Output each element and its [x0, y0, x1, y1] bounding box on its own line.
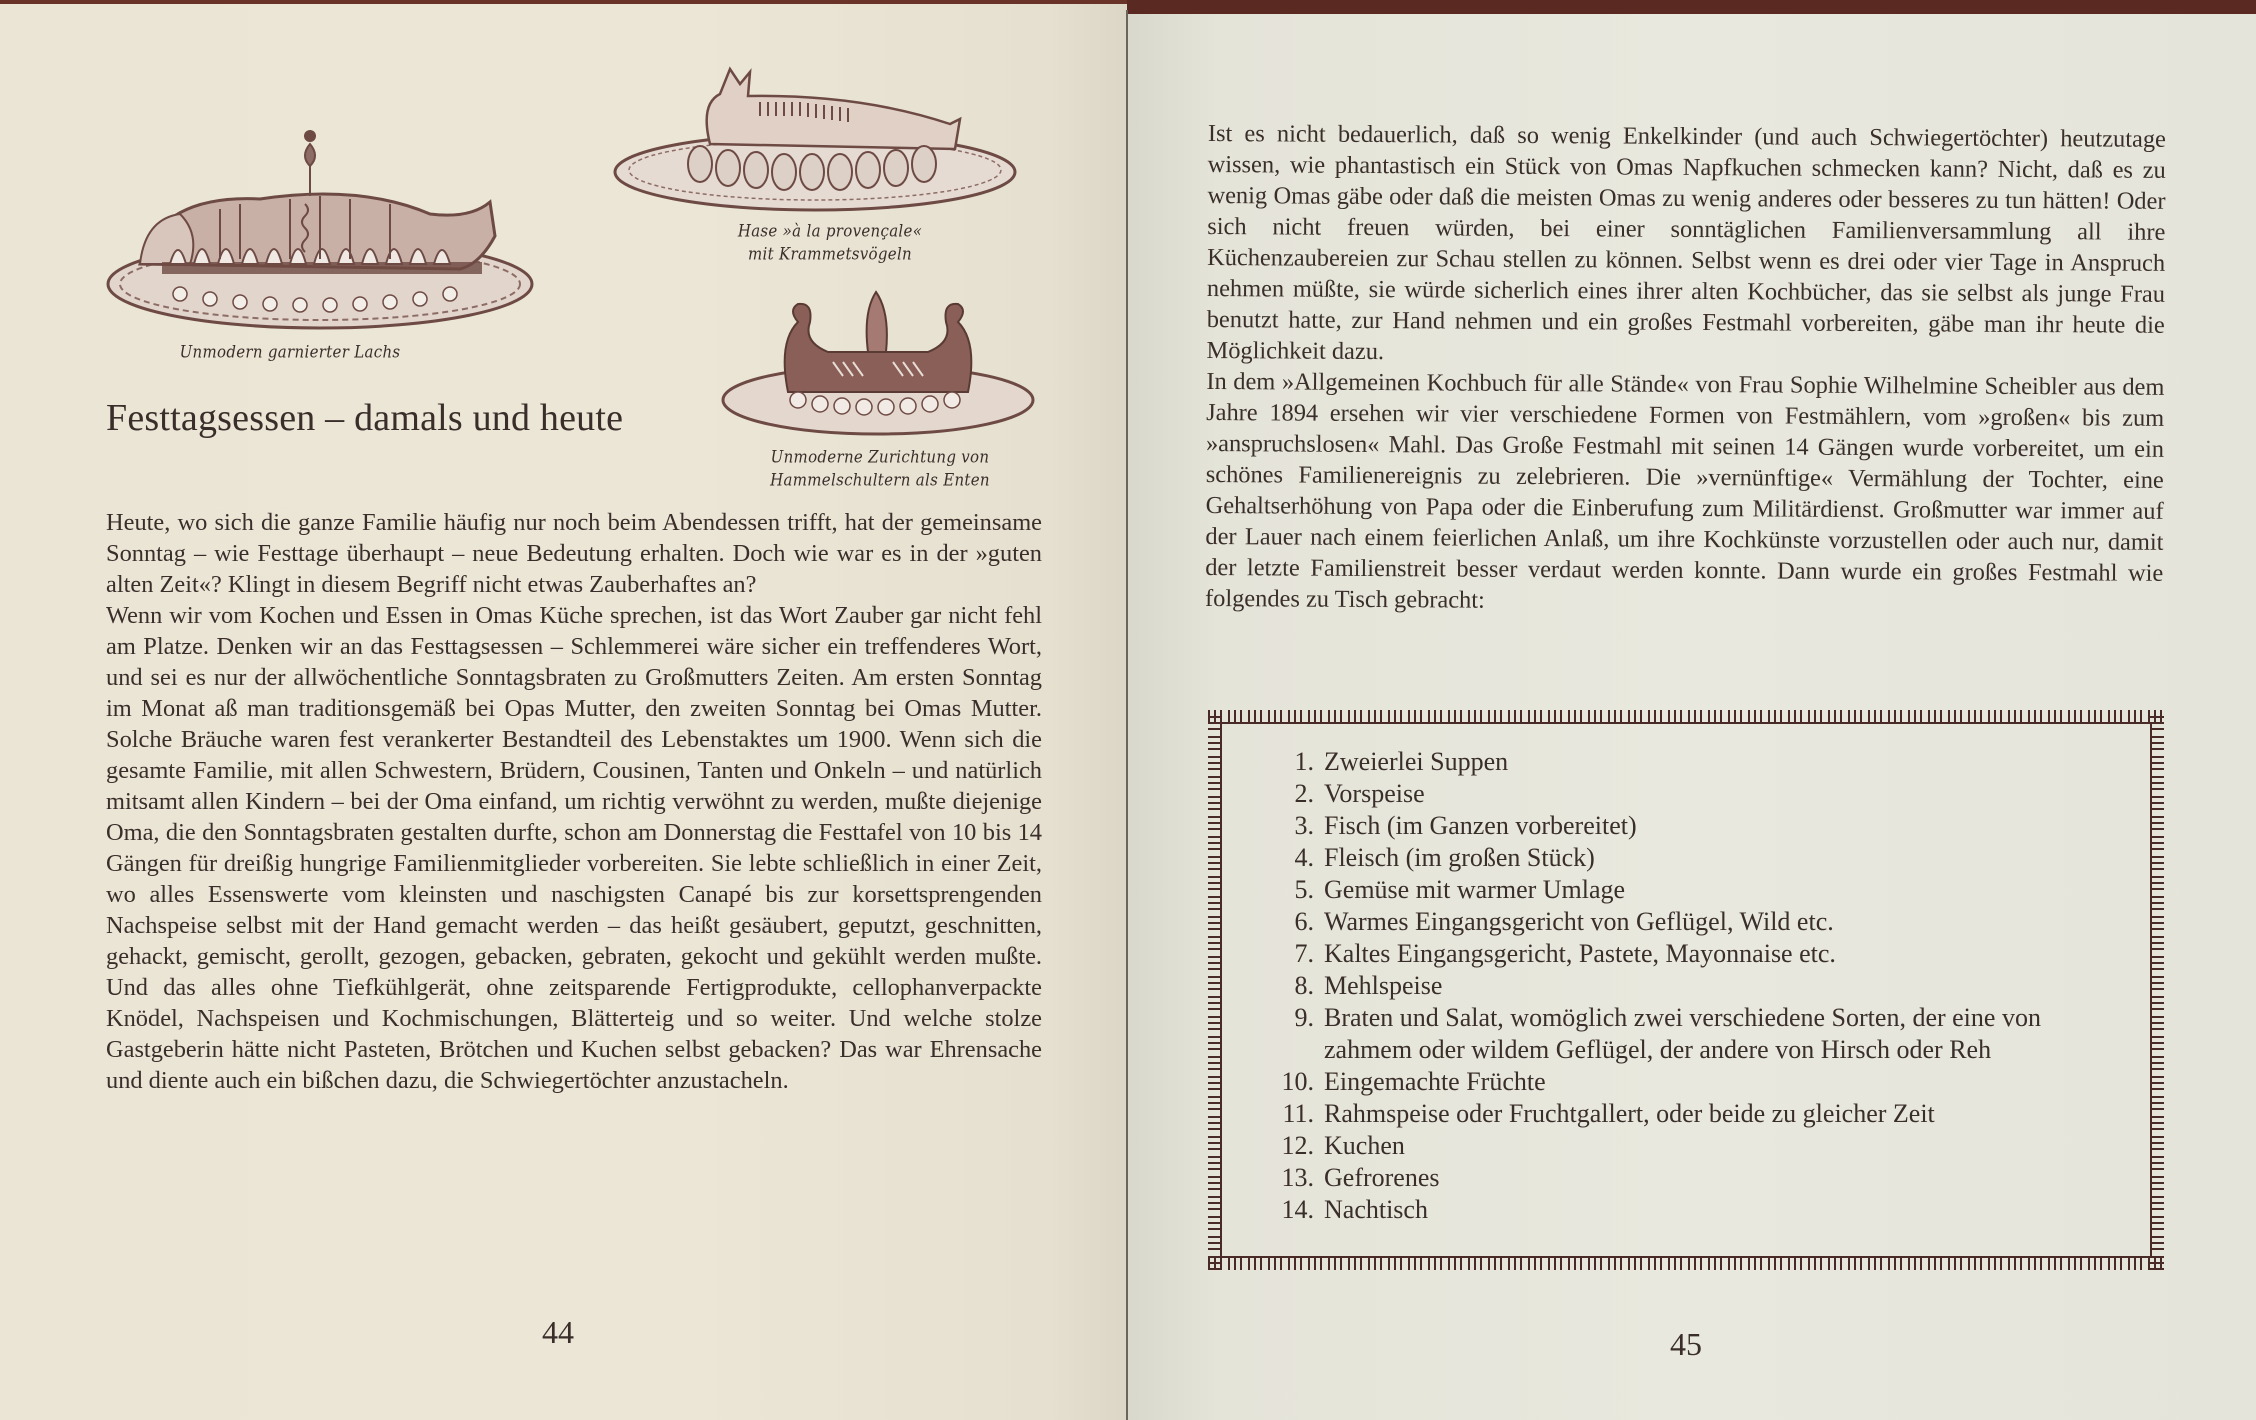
- menu-item: [1222, 778, 2150, 810]
- menu-item-number: 4.: [1294, 843, 1314, 872]
- menu-item-text: Vorspeise: [1324, 779, 1425, 808]
- menu-item-text: Kaltes Eingangsgericht, Pastete, Mayonnaise etc.: [1324, 939, 1836, 968]
- menu-item-text: Eingemachte Früchte: [1324, 1067, 1546, 1096]
- menu-item-number: 6.: [1294, 907, 1314, 936]
- menu-item: [1222, 906, 2150, 938]
- menu-item-text: Braten und Salat, womöglich zwei verschiedene Sorten, der eine von zahmem oder wildem Geflügel, der andere von Hirsch oder Reh: [1324, 1003, 2041, 1064]
- menu-item-number: 14.: [1281, 1195, 1314, 1224]
- menu-item-number: 5.: [1294, 875, 1314, 904]
- right-body-text: [1205, 118, 2166, 620]
- menu-item-text: Gemüse mit warmer Umlage: [1324, 875, 1626, 904]
- paragraph: Wenn wir vom Kochen und Essen in Omas Küche sprechen, ist das Wort Zauber gar nicht fehl am Platze. Denken wir an das Festtagsessen – Schlemmerei wäre sicher ein treffenderes Wort, und sei es nur der allwöchentliche Sonntagsbraten zu Großmutters Zeiten. Am ersten Sonntag im Monat aß man traditionsgemäß bei Opas Mutter, den zweiten Sonntag bei Omas Mutter. Solche Bräuche waren fest verankerter Bestandteil des Lebenstaktes um 1900. Wenn sich die gesamte Familie, mit allen Schwestern, Brüdern, Cousinen, Tanten und Onkeln – und natürlich mitsamt allen Kindern – bei der Oma einfand, um richtig verwöhnt zu werden, mußte diejenige Oma, die den Sonntagsbraten gestalten durfte, schon am Donnerstag die Festtafel von 10 bis 14 Gängen für dreißig hungrige Familienmitglieder vorbereiten. Sie lebte schließlich in einer Zeit, wo alles Essenswerte vom kleinsten und naschigsten Canapé bis zur korsettsprengenden Nachspeise selbst mit der Hand gemacht werden – das heißt gesäubert, geputzt, geschnitten, gehackt, gemischt, gerollt, gezogen, gebacken, gebraten, gekocht und gekühlt werden mußte. Und das alles ohne Tiefkühlgerät, ohne zeitsparende Fertigprodukte, cellophanverpackte Knödel, Nachspeisen und Kochmischungen, Blätterteig und so weiter. Und welche stolze Gastgeberin hätte nicht Pasteten, Brötchen und Kuchen selbst gebacken? Das war Ehrensache und diente auch ein bißchen dazu, die Schwiegertöchter anzustacheln.: [106, 602, 1042, 1094]
- paragraph: In dem »Allgemeinen Kochbuch für alle Stände« von Frau Sophie Wilhelmine Scheibler aus dem Jahre 1894 ersehen wir vier verschiedene Formen von Festmählern, vom »großen« bis zum »anspruchslosen« Mahl. Das Große Festmahl mit seinen 14 Gängen wurde vorbereitet, um ein schönes Familienereignis zu zelebrieren. Die »vernünftige« Vermählung der Tochter, eine Gehaltserhöhung von Papa oder die Einberufung zum Militärdienst. Großmutter war immer auf der Lauer nach einem feierlichen Anlaß, um ihre Kochkünste vorzustellen oder auch nur, damit der letzte Familienstreit besser verdaut werden konnte. Dann wurde ein großes Festmahl wie folgendes zu Tisch gebracht:: [1204, 367, 2165, 614]
- menu-item-text: Mehlspeise: [1324, 971, 1443, 1000]
- menu-item-text: Kuchen: [1324, 1131, 1405, 1160]
- ducks-illustration: [718, 282, 1038, 442]
- menu-item: [1222, 746, 2150, 778]
- menu-item-number: 9.: [1294, 1003, 1314, 1032]
- menu-item-text: Nachtisch: [1324, 1195, 1428, 1224]
- menu-item: [1222, 1002, 2150, 1066]
- caption-ducks-line-1: Unmoderne Zurichtung von: [770, 447, 990, 467]
- caption-ducks: [750, 446, 1010, 492]
- chapter-heading: Festtagsessen – damals und heute: [106, 397, 624, 439]
- left-page: [0, 0, 1127, 1420]
- menu-item-number: 1.: [1294, 747, 1314, 776]
- menu-item-number: 8.: [1294, 971, 1314, 1000]
- menu-item-text: Fisch (im Ganzen vorbereitet): [1324, 811, 1637, 840]
- paragraph: Heute, wo sich die ganze Familie häufig nur noch beim Abendessen trifft, hat der gemeinsame Sonntag – wie Festtage überhaupt – neue Bedeutung erhalten. Doch wie war es in der »guten alten Zeit«? Klingt in diesem Begriff nicht etwas Zauberhaftes an?: [106, 509, 1042, 598]
- salmon-illustration: [100, 124, 540, 334]
- caption-hare-line-1: Hase »à la provençale«: [737, 221, 923, 241]
- hare-illustration: [610, 64, 1020, 214]
- menu-item: [1222, 1162, 2150, 1194]
- menu-item: [1222, 874, 2150, 906]
- menu-item-text: Gefrorenes: [1324, 1163, 1440, 1192]
- menu-item-text: Zweierlei Suppen: [1324, 747, 1509, 776]
- page-number-right: 45: [1670, 1326, 1702, 1362]
- caption-hare: [720, 220, 940, 266]
- menu-item: [1222, 1066, 2150, 1098]
- menu-item-number: 12.: [1281, 1131, 1314, 1160]
- caption-ducks-line-2: Hammelschultern als Enten: [770, 470, 990, 490]
- menu-item-text: Rahmspeise oder Fruchtgallert, oder beide zu gleicher Zeit: [1324, 1099, 1935, 1128]
- menu-item-number: 13.: [1281, 1163, 1314, 1192]
- caption-hare-line-2: mit Krammetsvögeln: [747, 244, 913, 264]
- menu-item-number: 3.: [1294, 811, 1314, 840]
- menu-item-number: 7.: [1294, 939, 1314, 968]
- menu-item-number: 10.: [1281, 1067, 1314, 1096]
- festmahl-menu-box: [1208, 710, 2164, 1270]
- menu-item: [1222, 1130, 2150, 1162]
- menu-item: [1222, 938, 2150, 970]
- menu-item: [1222, 970, 2150, 1002]
- left-body-text: [106, 507, 1042, 1096]
- menu-item-number: 11.: [1282, 1099, 1314, 1128]
- page-number-left: 44: [542, 1314, 574, 1350]
- caption-salmon: Unmodern garnierter Lachs: [179, 342, 401, 362]
- menu-item-text: Warmes Eingangsgericht von Geflügel, Wild etc.: [1324, 907, 1834, 936]
- paragraph: Ist es nicht bedauerlich, daß so wenig Enkelkinder (und auch Schwiegertöchter) heutzutage wissen, wie phantastisch ein Stück von Omas Napfkuchen schmecken kann? Nicht, daß es zu wenig Omas gäbe oder daß die meisten Omas zu wenig anderes oder besseres zu tun hätten! Oder sich nicht freuen würden, bei einer sonntäglichen Familienversammlung all ihre Küchenzaubereien zur Schau stellen zu können. Selbst wenn es drei oder vier Tage in Anspruch nehmen müßte, sie würde sicherlich eines ihrer alten Kochbücher, das sie selbst als junge Frau benutzt hatte, zur Hand nehmen und ein großes Festmahl vorbereiten, gäbe man ihr heute die Möglichkeit dazu.: [1206, 119, 2166, 366]
- menu-item-text: Fleisch (im großen Stück): [1324, 843, 1595, 872]
- menu-item: [1222, 1194, 2150, 1226]
- menu-item-number: 2.: [1294, 779, 1314, 808]
- menu-item: [1222, 810, 2150, 842]
- menu-item: [1222, 842, 2150, 874]
- menu-list: [1222, 724, 2150, 1226]
- menu-item: [1222, 1098, 2150, 1130]
